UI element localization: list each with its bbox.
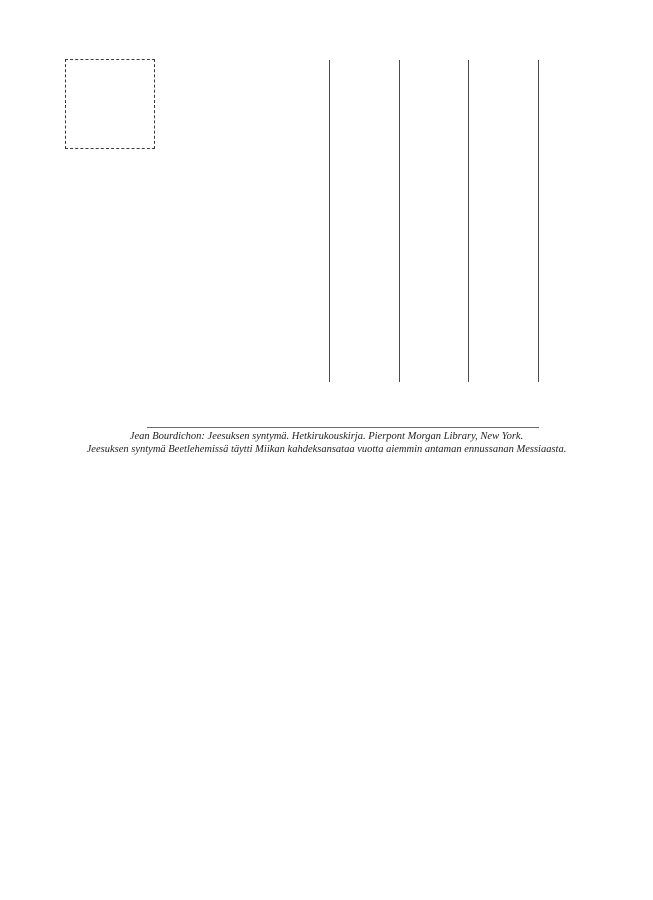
caption-divider (147, 427, 539, 428)
address-line-3 (468, 60, 469, 382)
address-line-1 (329, 60, 330, 382)
stamp-placeholder-box (65, 59, 155, 149)
address-line-4 (538, 60, 539, 382)
address-line-2 (399, 60, 400, 382)
caption-line-credit: Jean Bourdichon: Jeesuksen syntymä. Hetkirukouskirja. Pierpont Morgan Library, New York. (129, 431, 524, 442)
caption (0, 430, 653, 456)
caption-line-description: Jeesuksen syntymä Beetlehemissä täytti Miikan kahdeksansataa vuotta aiemmin antaman ennussanan Messiaasta. (86, 444, 567, 455)
